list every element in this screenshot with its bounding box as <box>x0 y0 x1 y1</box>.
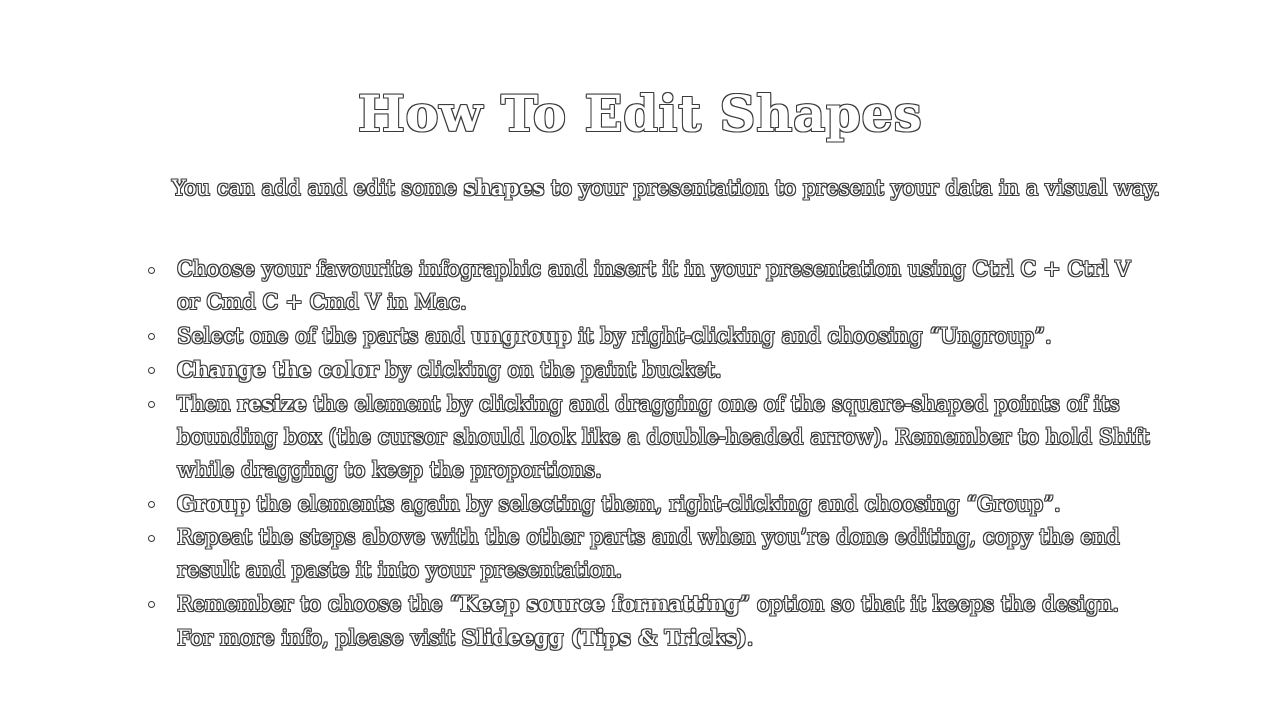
steps-list <box>140 253 1150 655</box>
step-text-bold: resize <box>237 391 307 416</box>
list-item <box>140 353 1150 387</box>
step-text-bold: Keep source formatting <box>460 591 740 616</box>
step-text: ” option so that it keeps the design. For more info, please visit <box>177 592 1120 650</box>
page-title: How To Edit Shapes <box>357 84 923 143</box>
slideegg-tips-link[interactable]: Slideegg (Tips & Tricks) <box>461 625 747 650</box>
step-text: the element by clicking and dragging one of the square-shaped points of its bounding box (the cursor should look like a double-headed arrow). Remember to hold Shift while dragging to keep the proportions. <box>177 392 1150 482</box>
step-text-bold: ungroup <box>471 323 572 348</box>
step-text: Repeat the steps above with the other parts and when you’re done editing, copy the end result and paste it into your presentation. <box>177 525 1120 582</box>
step-text: Select one of the parts and <box>177 324 472 348</box>
list-item <box>140 487 1150 521</box>
list-item <box>140 253 1150 319</box>
step-text: Then <box>177 392 238 416</box>
step-text: Remember to choose the “ <box>177 592 461 616</box>
step-text: . <box>746 626 754 650</box>
intro-text-before: You can add and edit some <box>172 176 464 200</box>
bullet-icon <box>148 501 155 508</box>
step-text: it by right-clicking and choosing “Ungroup”. <box>571 324 1052 348</box>
intro-text <box>172 172 1252 204</box>
intro-text-bold-shapes: shapes <box>463 175 545 200</box>
step-text: Choose your favourite infographic and insert it in your presentation using Ctrl C + Ctrl V or Cmd C + Cmd V in Mac. <box>177 257 1131 314</box>
list-item <box>140 521 1150 587</box>
list-item <box>140 319 1150 353</box>
list-item <box>140 387 1150 487</box>
list-item <box>140 587 1150 655</box>
intro-text-after: to your presentation to present your data in a visual way. <box>544 176 1161 200</box>
step-text-bold: Group <box>177 491 250 516</box>
step-text-bold: Change the color <box>177 357 379 382</box>
bullet-icon <box>148 333 155 340</box>
bullet-icon <box>148 535 155 542</box>
step-text: by clicking on the paint bucket. <box>378 358 722 382</box>
bullet-icon <box>148 367 155 374</box>
bullet-icon <box>148 267 155 274</box>
bullet-icon <box>148 401 155 408</box>
bullet-icon <box>148 601 155 608</box>
step-text: the elements again by selecting them, right-clicking and choosing “Group”. <box>249 492 1061 516</box>
